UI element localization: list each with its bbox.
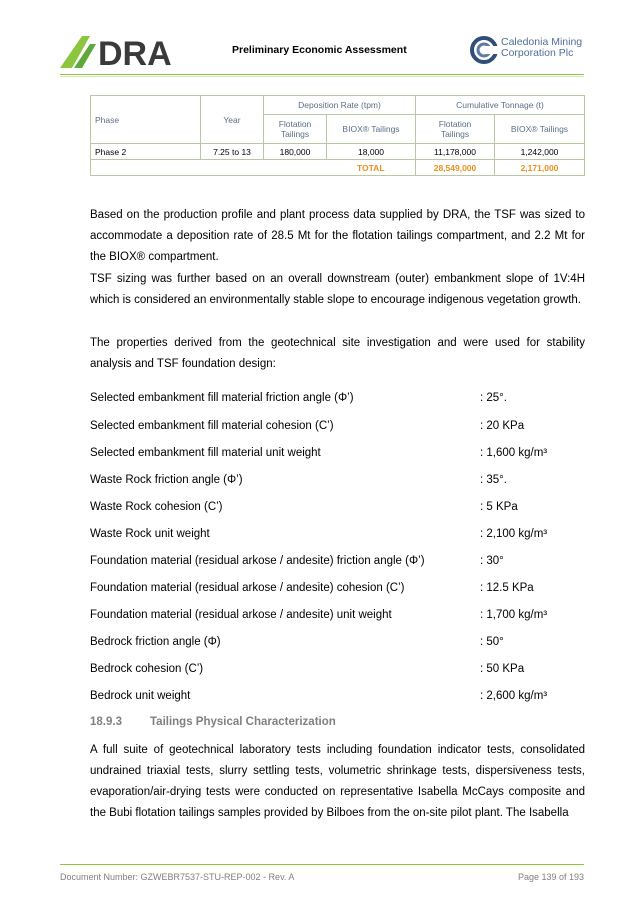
paragraph: Based on the production profile and plant process data supplied by DRA, the TSF was sized to accommodate a deposition rate of 28.5 Mt for the flotation tailings compartment, and 2.2 Mt for the BIOX® compartment. bbox=[90, 209, 585, 263]
property-label: Selected embankment fill material unit weight bbox=[90, 447, 321, 459]
property-label: Waste Rock unit weight bbox=[90, 528, 210, 540]
property-label: Bedrock friction angle (Φ) bbox=[90, 636, 221, 648]
property-value: : 1,700 kg/m³ bbox=[480, 609, 548, 621]
table-row bbox=[91, 144, 585, 160]
property-value: : 1,600 kg/m³ bbox=[480, 447, 548, 459]
header-rule-light bbox=[60, 76, 584, 77]
paragraph: A full suite of geotechnical laboratory tests including foundation indicator tests, consolidated undrained triaxial tests, slurry settling tests, volumetric shrinkage tests, dispersiveness tests, evaporation/air-drying tests were conducted on representative Isabella McCays composite and the Bubi flotation tailings samples provided by Bilboes from the on-site pilot plant. The Isabella bbox=[90, 744, 585, 819]
paragraph: The properties derived from the geotechnical site investigation and were used for stability analysis and TSF foundation design: bbox=[90, 337, 585, 370]
caledonia-emblem-icon bbox=[470, 36, 498, 64]
total-cum-flot: 28,549,000 bbox=[416, 160, 495, 176]
property-label: Waste Rock cohesion (C’) bbox=[90, 501, 223, 513]
sub-cum-biox: BIOX® Tailings bbox=[495, 115, 585, 144]
footer-doc-number: Document Number: GZWEBR7537-STU-REP-002 - Rev. A bbox=[60, 872, 295, 882]
paragraph: TSF sizing was further based on an overall downstream (outer) embankment slope of 1V:4H which is considered an environmentally stable slope to encourage indigenous vegetation growth. bbox=[90, 273, 585, 306]
cell-phase: Phase 2 bbox=[91, 144, 201, 160]
section-title: Tailings Physical Characterization bbox=[150, 716, 336, 728]
col-year: Year bbox=[201, 96, 264, 144]
property-value: : 50° bbox=[480, 636, 504, 648]
cell-year: 7.25 to 13 bbox=[201, 144, 264, 160]
property-value: : 2,100 kg/m³ bbox=[480, 528, 548, 540]
total-cum-biox: 2,171,000 bbox=[495, 160, 585, 176]
property-label: Selected embankment fill material friction angle (Φ’) bbox=[90, 392, 354, 404]
deposition-table bbox=[90, 95, 585, 176]
dra-logo bbox=[60, 30, 200, 70]
footer-rule bbox=[60, 864, 584, 865]
caledonia-logo-line1: Caledonia Mining bbox=[501, 36, 583, 48]
sub-cum-flotation: Flotation Tailings bbox=[416, 115, 495, 144]
cell-dep-biox: 18,000 bbox=[327, 144, 416, 160]
cell-cum-flot: 11,178,000 bbox=[416, 144, 495, 160]
property-label: Foundation material (residual arkose / andesite) unit weight bbox=[90, 609, 392, 621]
cell-cum-biox: 1,242,000 bbox=[495, 144, 585, 160]
property-label: Selected embankment fill material cohesion (C’) bbox=[90, 420, 334, 432]
sub-dep-biox: BIOX® Tailings bbox=[327, 115, 416, 144]
property-value: : 2,600 kg/m³ bbox=[480, 690, 548, 702]
header-rule bbox=[60, 74, 584, 75]
table-total-row bbox=[91, 160, 585, 176]
page-header-title: Preliminary Economic Assessment bbox=[232, 44, 407, 56]
caledonia-logo bbox=[470, 36, 590, 68]
page-header bbox=[60, 30, 584, 70]
section-heading bbox=[90, 716, 336, 728]
property-label: Foundation material (residual arkose / andesite) cohesion (C’) bbox=[90, 582, 405, 594]
property-label: Foundation material (residual arkose / andesite) friction angle (Φ’) bbox=[90, 555, 425, 567]
caledonia-logo-line2: Corporation Plc bbox=[501, 47, 574, 59]
cell-dep-flot: 180,000 bbox=[264, 144, 327, 160]
property-label: Waste Rock friction angle (Φ’) bbox=[90, 474, 243, 486]
property-value: : 30° bbox=[480, 555, 504, 567]
property-value: : 50 KPa bbox=[480, 663, 525, 675]
property-value: : 12.5 KPa bbox=[480, 582, 534, 594]
property-label: Bedrock unit weight bbox=[90, 690, 191, 702]
group-cumulative: Cumulative Tonnage (t) bbox=[416, 96, 585, 115]
property-value: : 5 KPa bbox=[480, 501, 518, 513]
svg-text:DRA: DRA bbox=[98, 35, 172, 70]
property-value: : 25°. bbox=[480, 392, 507, 404]
col-phase: Phase bbox=[91, 96, 201, 144]
sub-dep-flotation: Flotation Tailings bbox=[264, 115, 327, 144]
group-deposition: Deposition Rate (tpm) bbox=[264, 96, 416, 115]
footer-page-number: Page 139 of 193 bbox=[517, 872, 584, 882]
property-value: : 20 KPa bbox=[480, 420, 525, 432]
property-label: Bedrock cohesion (C’) bbox=[90, 663, 204, 675]
section-number: 18.9.3 bbox=[90, 716, 122, 728]
total-label: TOTAL bbox=[327, 160, 416, 176]
property-value: : 35°. bbox=[480, 474, 507, 486]
